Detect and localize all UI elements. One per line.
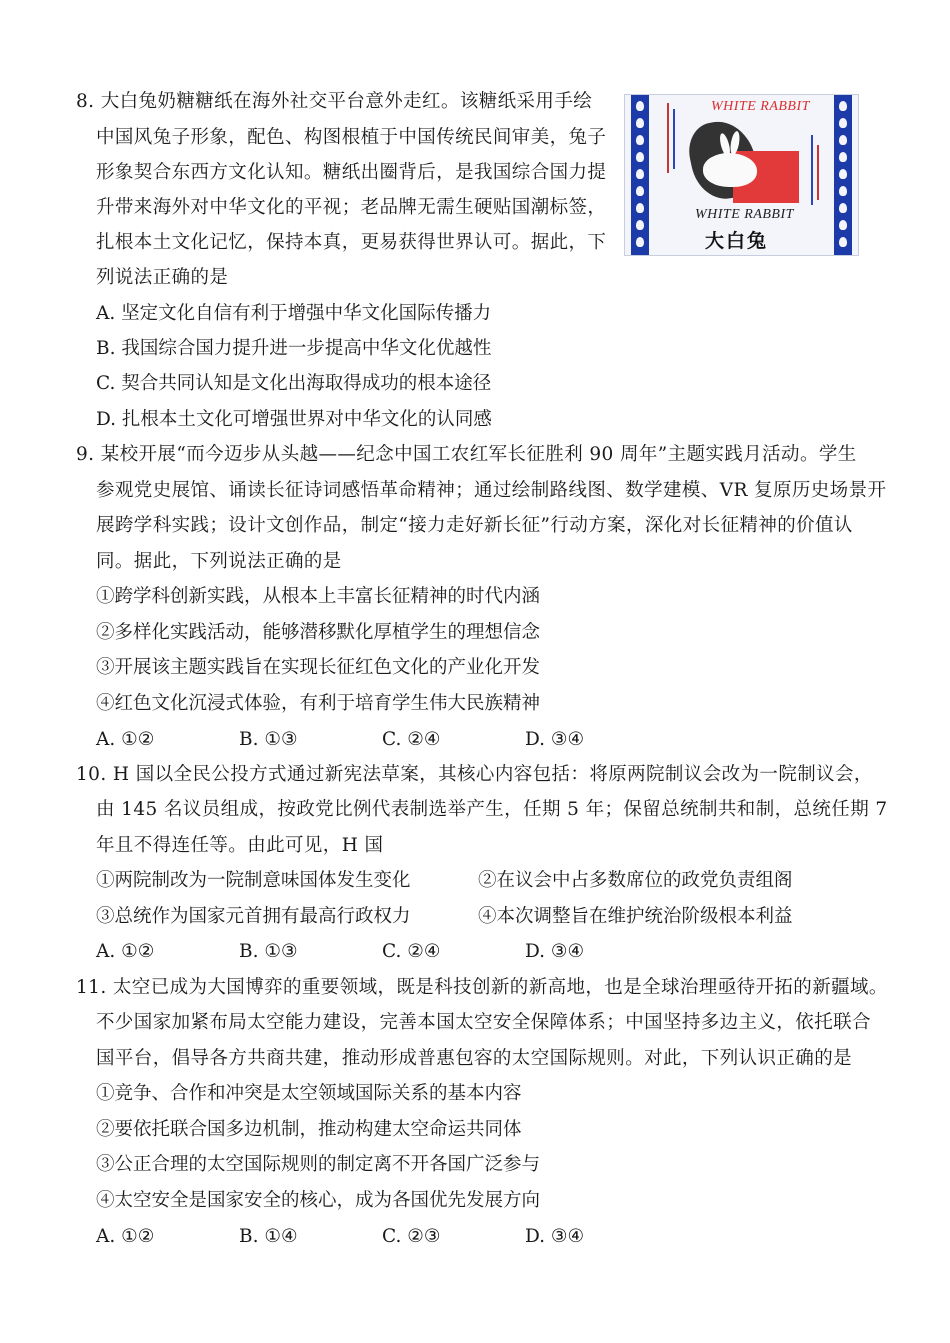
strip-rabbit-icon: [636, 237, 644, 247]
strip-rabbit-icon: [839, 220, 847, 230]
q8-line-4: 升带来海外对中华文化的平视；老品牌无需生硬贴国潮标签，: [96, 197, 607, 218]
strip-rabbit-icon: [636, 203, 644, 213]
q10-line-3: 年且不得连任等。由此可见，H 国: [96, 835, 384, 856]
strip-rabbit-icon: [636, 152, 644, 162]
q9-statement-1: ①跨学科创新实践，从根本上丰富长征精神的时代内涵: [96, 586, 541, 607]
q8-option-b: B. 我国综合国力提升进一步提高中华文化优越性: [96, 338, 492, 359]
q11-line-3: 国平台，倡导各方共商共建，推动形成普惠包容的太空国际规则。对此，下列认识正确的是: [96, 1048, 853, 1069]
strip-rabbit-icon: [636, 101, 644, 111]
q10-choice-d: D. ③④: [525, 941, 585, 962]
q9-line-1: 9. 某校开展“而今迈步从头越——纪念中国工农红军长征胜利 90 周年”主题实践月活动。学生: [76, 444, 857, 465]
q10-statement-1: ①两院制改为一院制意味国体发生变化: [96, 870, 411, 891]
q11-statement-4: ④太空安全是国家安全的核心，成为各国优先发展方向: [96, 1190, 541, 1211]
q11-choice-c: C. ②③: [382, 1226, 441, 1247]
strip-rabbit-icon: [636, 220, 644, 230]
brand-chinese: 大白兔: [705, 230, 769, 252]
strip-rabbit-icon: [839, 152, 847, 162]
strip-rabbit-icon: [839, 186, 847, 196]
q11-statement-3: ③公正合理的太空国际规则的制定离不开各国广泛参与: [96, 1154, 541, 1175]
q10-line-2: 由 145 名议员组成，按政党比例代表制选举产生，任期 5 年；保留总统制共和制，总统任期 7: [96, 799, 888, 820]
strip-rabbit-icon: [839, 237, 847, 247]
q9-line-4: 同。据此，下列说法正确的是: [96, 551, 342, 572]
q9-choice-d: D. ③④: [525, 729, 585, 750]
q10-choice-c: C. ②④: [382, 941, 441, 962]
q8-line-2: 中国风兔子形象，配色、构图根植于中国传统民间审美，兔子: [96, 127, 607, 148]
q11-line-2: 不少国家加紧布局太空能力建设，完善本国太空安全保障体系；中国坚持多边主义，依托联合: [96, 1012, 871, 1033]
strip-rabbit-icon: [636, 186, 644, 196]
q9-statement-3: ③开展该主题实践旨在实现长征红色文化的产业化开发: [96, 657, 541, 678]
q8-line-6: 列说法正确的是: [96, 267, 229, 288]
q8-line-3: 形象契合东西方文化认知。糖纸出圈背后，是我国综合国力提: [96, 162, 607, 183]
strip-rabbit-icon: [839, 118, 847, 128]
q11-line-1: 11. 太空已成为大国博弈的重要领域，既是科技创新的新高地，也是全球治理亟待开拓的新疆域。: [76, 977, 888, 998]
q9-statement-2: ②多样化实践活动，能够潜移默化厚植学生的理想信念: [96, 622, 541, 643]
q10-choice-a: A. ①②: [96, 941, 155, 962]
q10-statement-2: ②在议会中占多数席位的政党负责组阁: [478, 870, 793, 891]
strip-rabbit-icon: [636, 135, 644, 145]
strip-rabbit-icon: [839, 169, 847, 179]
q9-line-2: 参观党史展馆、诵读长征诗词感悟革命精神；通过绘制路线图、数学建模、VR 复原历史场景开: [96, 480, 887, 501]
q10-statement-4: ④本次调整旨在维护统治阶级根本利益: [478, 906, 793, 927]
q9-choice-a: A. ①②: [96, 729, 155, 750]
q10-statement-3: ③总统作为国家元首拥有最高行政权力: [96, 906, 411, 927]
strip-rabbit-icon: [839, 101, 847, 111]
q11-choice-b: B. ①④: [239, 1226, 298, 1247]
q9-choice-c: C. ②④: [382, 729, 441, 750]
strip-rabbit-icon: [636, 169, 644, 179]
q9-choice-b: B. ①③: [239, 729, 298, 750]
strip-rabbit-icon: [839, 135, 847, 145]
q10-line-1: 10. H 国以全民公投方式通过新宪法草案，其核心内容包括：将原两院制议会改为一院制议会，: [76, 764, 873, 785]
q9-line-3: 展跨学科实践；设计文创作品，制定“接力走好新长征”行动方案，深化对长征精神的价值认: [96, 515, 853, 536]
q8-option-d: D. 扎根本土文化可增强世界对中华文化的认同感: [96, 409, 492, 430]
q11-choice-a: A. ①②: [96, 1226, 155, 1247]
wrapper-left-strip: [631, 95, 649, 255]
q8-line-5: 扎根本土文化记忆，保持本真，更易获得世界认可。据此，下: [96, 232, 607, 253]
q8-option-a: A. 坚定文化自信有利于增强中华文化国际传播力: [96, 303, 492, 324]
strip-rabbit-icon: [636, 118, 644, 128]
q11-statement-2: ②要依托联合国多边机制，推动构建太空命运共同体: [96, 1119, 522, 1140]
brand-bottom: WHITE RABBIT: [695, 207, 794, 222]
q8-option-c: C. 契合共同认知是文化出海取得成功的根本途径: [96, 373, 492, 394]
white-rabbit-candy-wrapper-image: [624, 94, 859, 256]
q11-statement-1: ①竞争、合作和冲突是太空领域国际关系的基本内容: [96, 1083, 522, 1104]
wrapper-right-strip: [834, 95, 852, 255]
q11-choice-d: D. ③④: [525, 1226, 585, 1247]
q10-choice-b: B. ①③: [239, 941, 298, 962]
brand-top: WHITE RABBIT: [711, 99, 810, 114]
strip-rabbit-icon: [839, 203, 847, 213]
q8-line-1: 8. 大白兔奶糖糖纸在海外社交平台意外走红。该糖纸采用手绘: [76, 91, 593, 112]
q9-statement-4: ④红色文化沉浸式体验，有利于培育学生伟大民族精神: [96, 693, 541, 714]
rabbit-icon: [703, 153, 757, 187]
